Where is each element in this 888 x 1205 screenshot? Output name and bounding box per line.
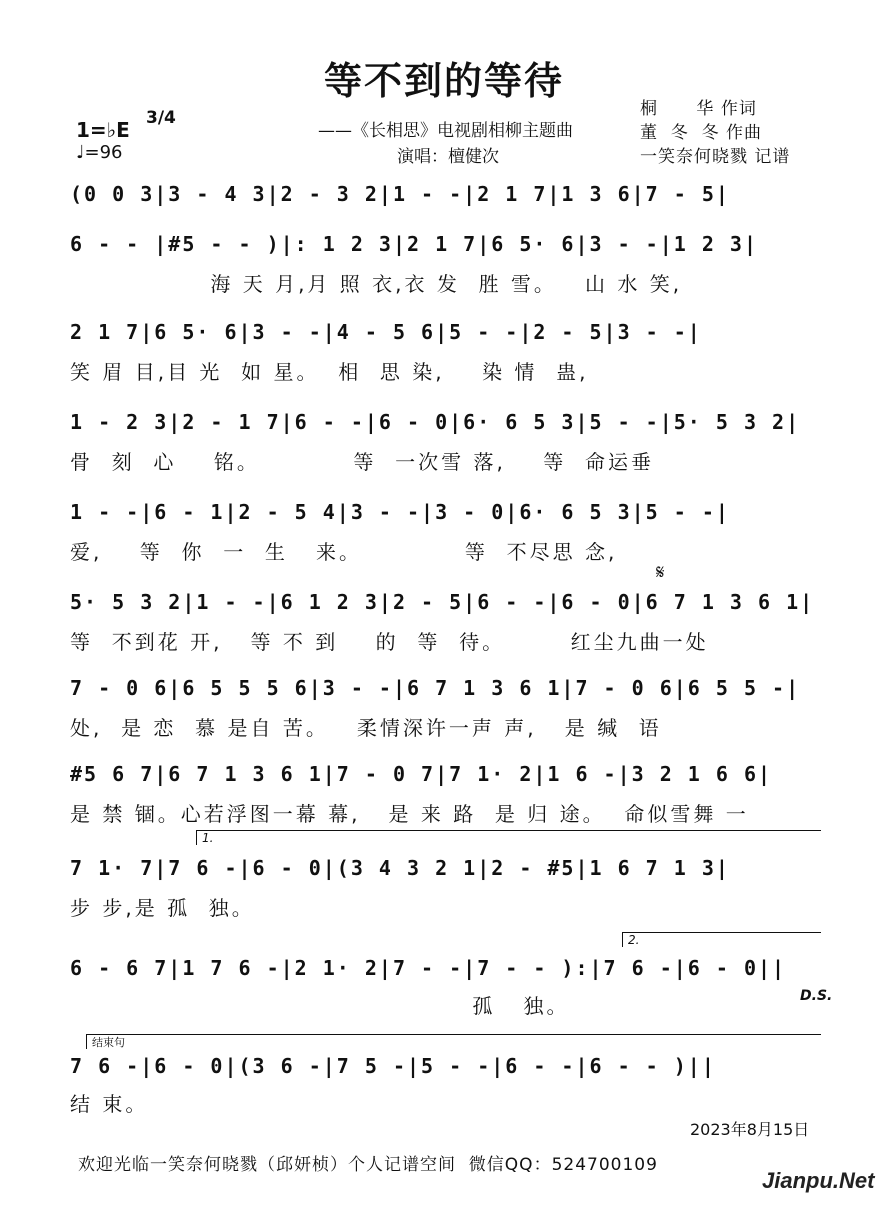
lyricist-credit: 桐 华 作词 [640,99,757,119]
subtitle: ——《长相思》电视剧相柳主题曲 [318,121,573,141]
score-system-10 [70,956,833,1018]
notes-line: #5 6 7|6 7 1 3 6 1|7 - 0 7|7 1· 2|1 6 -|3 2 1 6 6| [70,762,773,786]
lyrics-line: 骨 刻 心 铭。 等 一次雪 落, 等 命运垂 [70,450,655,474]
ds-mark: D.S. [800,988,833,1004]
notes-line: 2 1 7|6 5· 6|3 - -|4 - 5 6|5 - -|2 - 5|3 - -| [70,320,702,344]
singer-credit: 演唱：檀健次 [397,147,499,167]
notes-line: 1 - -|6 - 1|2 - 5 4|3 - -|3 - 0|6· 6 5 3|5 - -| [70,500,730,524]
score-system-5 [70,500,830,564]
coda-label: 结束句 [92,1036,125,1049]
lyrics-line: 结 束。 [70,1092,149,1116]
score-system-8 [70,762,830,826]
score-system-9 [70,856,830,920]
lyrics-line: 处, 是 恋 慕 是自 苦。 柔情深许一声 声, 是 缄 语 [70,716,662,740]
notes-line: 1 - 2 3|2 - 1 7|6 - -|6 - 0|6· 6 5 3|5 - -|5· 5 3 2| [70,410,801,434]
score-system-3 [70,320,830,384]
segno-sign: 𝄋 [656,560,665,584]
notes-line: 6 - - |#5 - - )|: 1 2 3|2 1 7|6 5· 6|3 - -|1 2 3| [70,232,759,256]
coda-bracket [86,1034,821,1049]
transcriber-credit: 一笑奈何晓戮 记谱 [640,147,791,167]
composer-credit: 董 冬 冬 作曲 [640,123,763,143]
notes-line: 5· 5 3 2|1 - -|6 1 2 3|2 - 5|6 - -|6 - 0|6 7 1 3 6 1| [70,590,815,614]
lyrics-line: 等 不到花 开, 等 不 到 的 等 待。 红尘九曲一处 [70,630,709,654]
score-system-1 [70,182,830,228]
notes-line: 7 6 -|6 - 0|(3 6 -|7 5 -|5 - -|6 - -|6 - - )|| [70,1054,716,1078]
lyrics-line: 步 步,是 孤 独。 [70,896,255,920]
volta-2-label: 2. [628,933,640,947]
score-system-6 [70,590,830,654]
score-system-4 [70,410,830,474]
volta-1-bracket [196,830,821,845]
time-signature: 3/4 [146,108,176,128]
lyrics-line: 海 天 月,月 照 衣,衣 发 胜 雪。 山 水 笑, [70,272,683,296]
tempo-mark: ♩=96 [76,142,123,163]
volta-2-bracket [622,932,821,947]
notes-line: 7 - 0 6|6 5 5 5 6|3 - -|6 7 1 3 6 1|7 - 0 6|6 5 5 -| [70,676,801,700]
score-system-7 [70,676,830,740]
lyrics-line: 孤 独。 [70,994,570,1018]
key-signature: 1=♭E [76,118,130,142]
transcription-date: 2023年8月15日 [690,1120,810,1139]
notes-line: (0 0 3|3 - 4 3|2 - 3 2|1 - -|2 1 7|1 3 6|7 - 5| [70,182,730,206]
score-system-11 [70,1054,830,1116]
notes-line: 7 1· 7|7 6 -|6 - 0|(3 4 3 2 1|2 - #5|1 6 7 1 3| [70,856,730,880]
site-logo: Jianpu.Net [762,1168,875,1193]
score-system-2 [70,232,830,296]
lyrics-line: 是 禁 锢。心若浮图一幕 幕, 是 来 路 是 归 途。 命似雪舞 一 [70,802,749,826]
lyrics-line: 爱, 等 你 一 生 来。 等 不尽思 念, [70,540,618,564]
volta-1-label: 1. [202,831,214,845]
song-title: 等不到的等待 [323,58,564,103]
lyrics-line: 笑 眉 目,目 光 如 星。 相 思 染, 染 情 蛊, [70,360,589,384]
notes-line: 6 - 6 7|1 7 6 -|2 1· 2|7 - -|7 - - ):|7 6 -|6 - 0|| [70,956,787,980]
footer-note: 欢迎光临一笑奈何晓戮（邱妍桢）个人记谱空间 微信QQ：524700109 [78,1155,658,1175]
